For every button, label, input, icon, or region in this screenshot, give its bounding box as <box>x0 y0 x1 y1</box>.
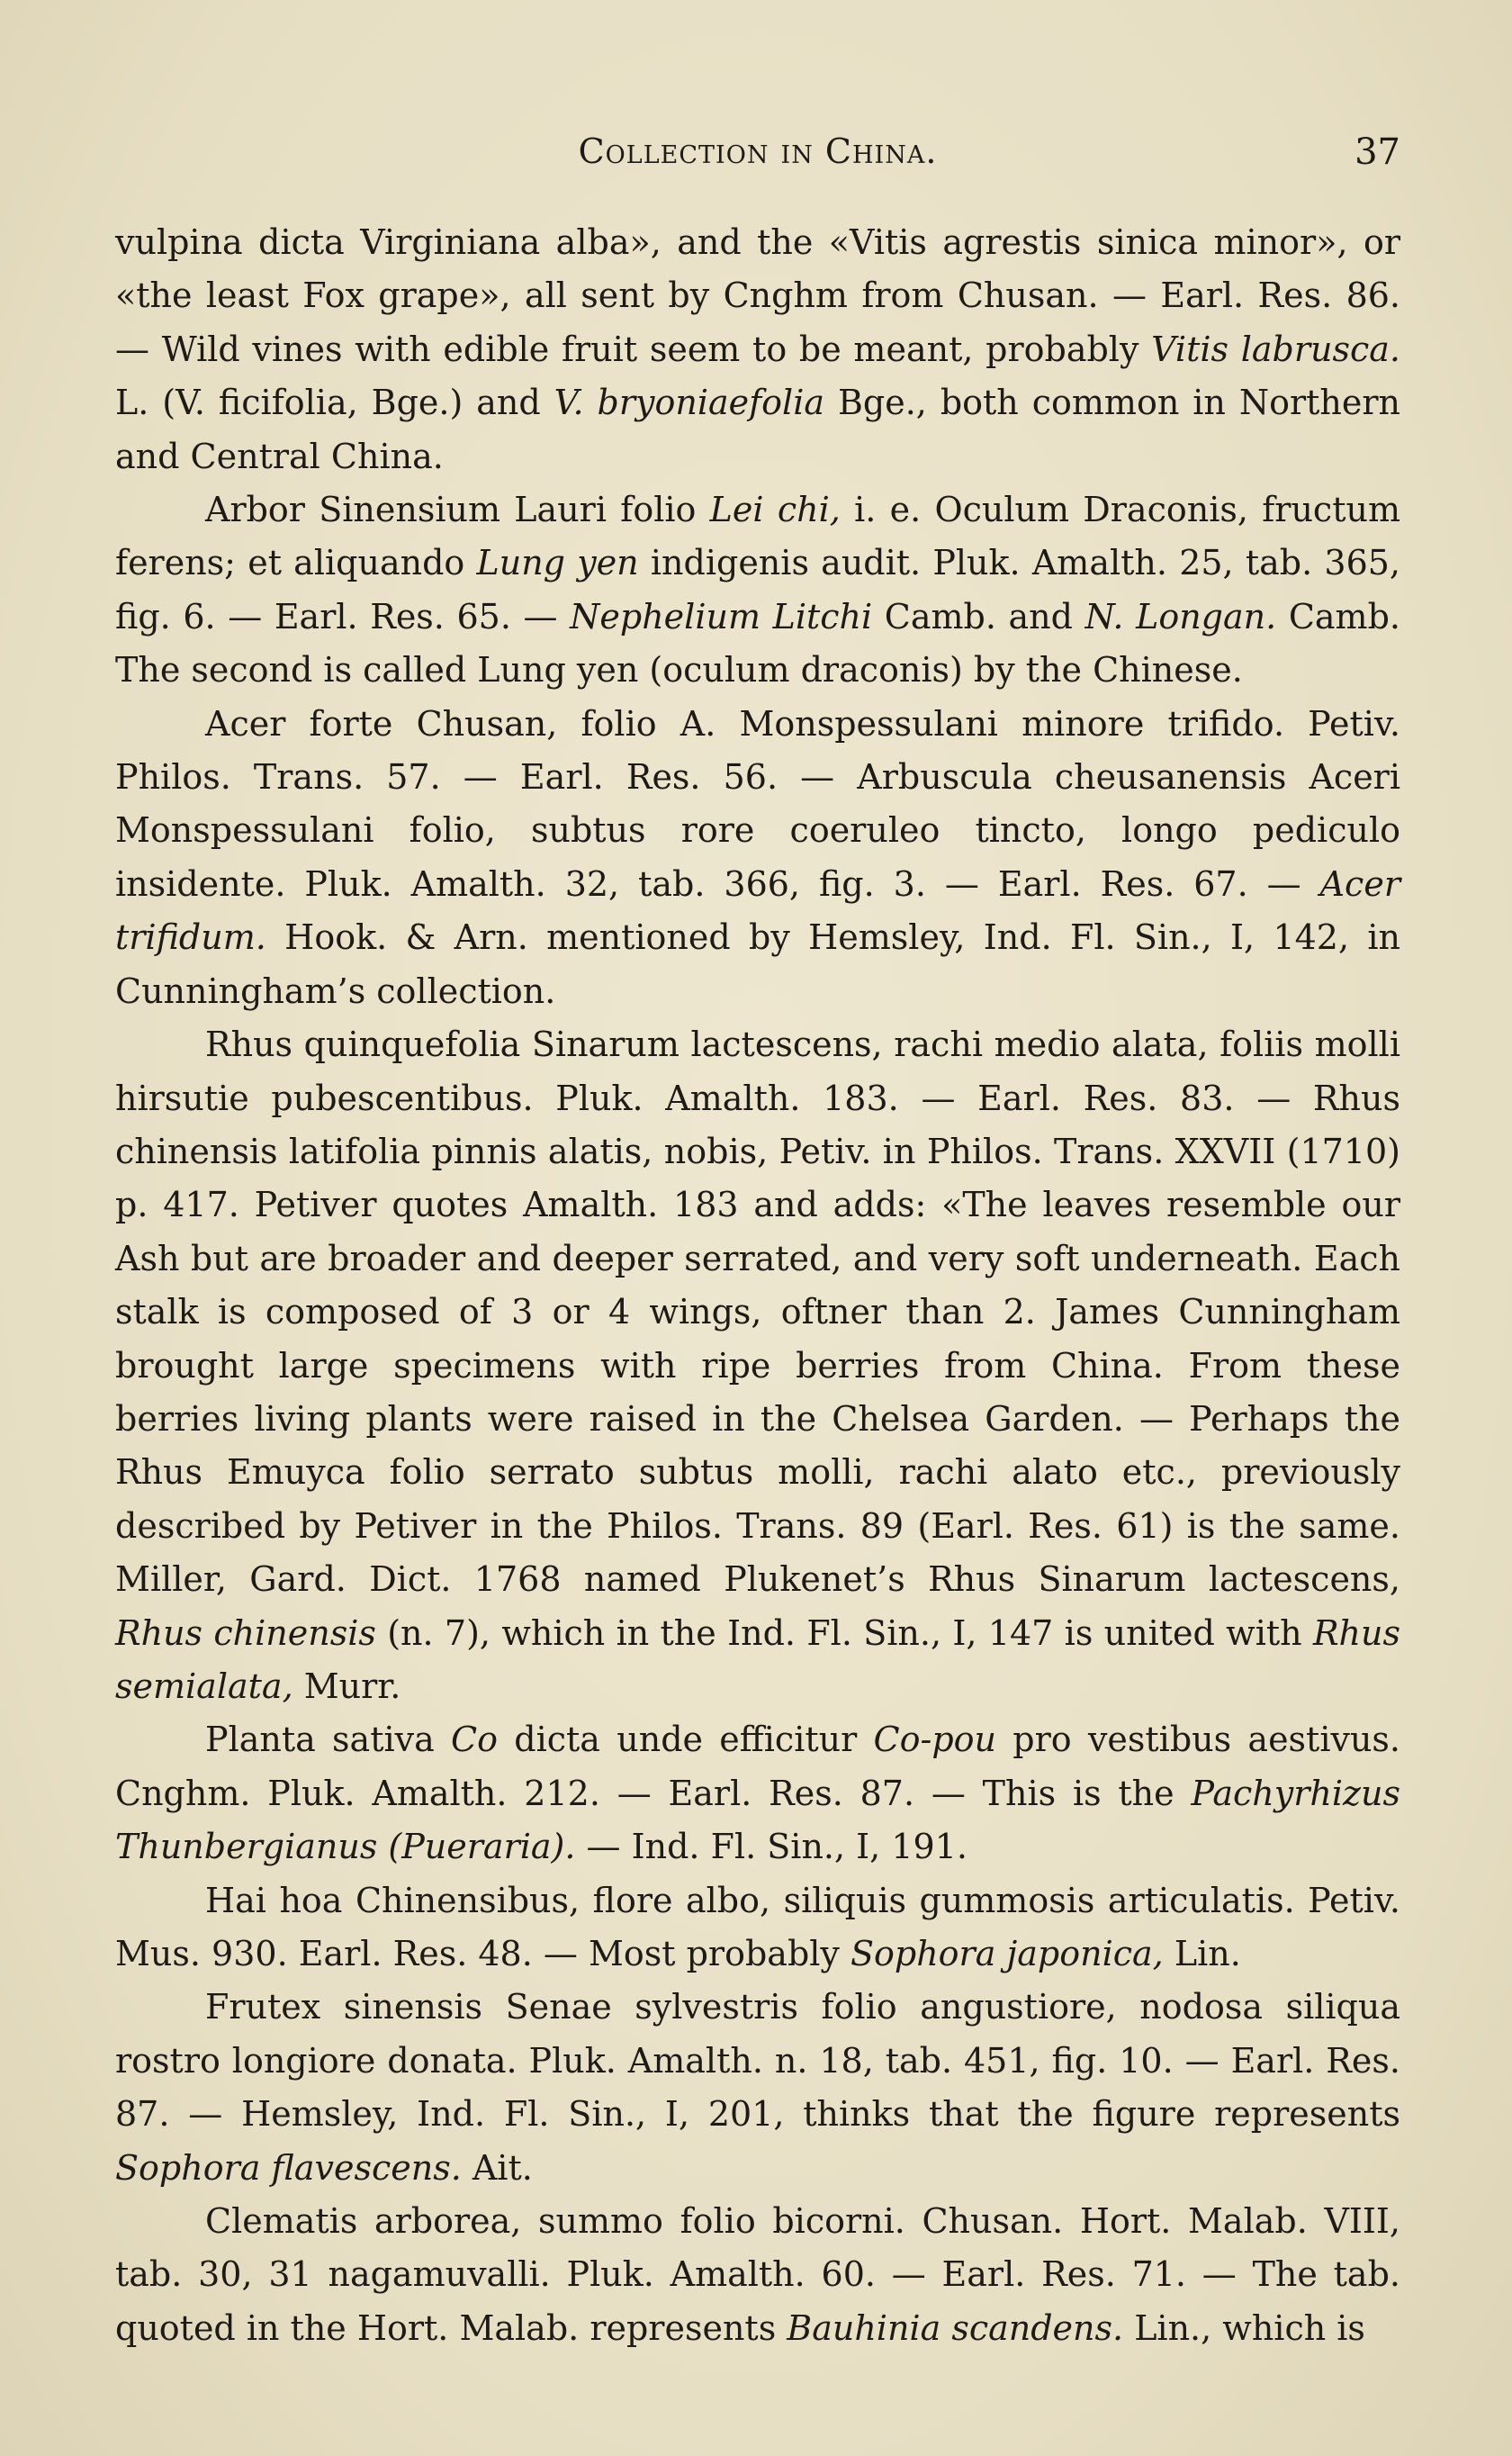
running-head: Collection in China. <box>578 131 938 171</box>
italic-name: Co-pou <box>873 1720 997 1760</box>
text-run: Hook. & Arn. mentioned by Hemsley, Ind. Fl. Sin., I, 142, in Cunningham’s collection. <box>115 917 1400 1011</box>
text-run: indigenis audit. Pluk. Amalth. 25, tab. 365, fig. 6. — Earl. Res. 65. — <box>115 543 1401 637</box>
text-run: Lin. <box>1163 1934 1241 1973</box>
italic-name: Lei chi, <box>709 490 841 530</box>
text-run: L. (V. ficifolia, Bge.) and <box>115 383 554 423</box>
text-run: dicta unde efficitur <box>498 1720 874 1760</box>
text-run: Hai hoa Chinensibus, flore albo, siliquis gummosis articulatis. Petiv. Mus. 930. Earl. Res. 48. — Most probably <box>115 1880 1400 1973</box>
body-text <box>115 216 1400 2355</box>
paragraph-clematis <box>115 2195 1400 2355</box>
paragraph-frutex <box>115 1981 1400 2195</box>
text-run: (n. 7), which in the Ind. Fl. Sin., I, 147 is united with <box>375 1612 1313 1653</box>
text-run: Acer forte Chusan, folio A. Monspessulani minore trifido. Petiv. Philos. Trans. 57. — Earl. Res. 56. — Arbuscula cheusanensis Aceri Monspessulani folio, subtus rore coeruleo tincto, longo pediculo insidente. Pluk. Amalth. 32, tab. 366, fig. 3. — Earl. Res. 67. — <box>115 703 1400 904</box>
text-run: Camb. The second is called Lung yen (oculum draconis) by the Chinese. <box>115 596 1400 691</box>
italic-name: Acer trifidum. <box>115 863 1400 958</box>
text-run: Frutex sinensis Senae sylvestris folio angustiore, nodosa siliqua rostro longiore donata. Pluk. Amalth. n. 18, tab. 451, fig. 10. — Earl. Res. 87. — Hemsley, Ind. Fl. Sin., I, 201, thinks that the figure represents <box>115 1987 1400 2135</box>
text-run: i. e. Oculum Draconis, fructum ferens; et aliquando <box>115 490 1400 583</box>
text-run: vulpina dicta Virginiana alba», and the «Vitis agrestis sinica minor», or «the least Fox grape», all sent by Cnghm from Chusan. — Earl. Res. 86. — Wild vines with edible fruit seem to be meant, probably <box>115 222 1400 369</box>
text-run: — Ind. Fl. Sin., I, 191. <box>575 1827 968 1867</box>
paragraph-rhus <box>115 1018 1400 1713</box>
text-run: Camb. and <box>872 596 1085 637</box>
italic-name: Rhus semialata, <box>115 1612 1400 1706</box>
italic-name: Vitis labrusca. <box>1151 329 1400 369</box>
text-run: Murr. <box>292 1666 401 1706</box>
page-header <box>115 131 1400 176</box>
italic-name: Nephelium Litchi <box>570 596 873 637</box>
text-run: pro vestibus aestivus. Cnghm. Pluk. Amalth. 212. — Earl. Res. 87. — This is the <box>115 1720 1401 1813</box>
paragraph-vitis <box>115 216 1400 483</box>
text-run: Planta sativa <box>205 1720 452 1760</box>
text-run: Ait. <box>461 2147 533 2188</box>
italic-name: Sophora flavescens. <box>115 2147 462 2188</box>
italic-name: Sophora japonica, <box>850 1934 1164 1973</box>
italic-name: Pachyrhizus Thunbergianus (Pueraria). <box>115 1773 1400 1867</box>
page-number: 37 <box>1354 131 1400 173</box>
paragraph-acer <box>115 698 1400 1018</box>
italic-name: V. bryoniaefolia <box>554 383 825 423</box>
text-run: Rhus quinquefolia Sinarum lactescens, rachi medio alata, foliis molli hirsutie pubescentibus. Pluk. Amalth. 183. — Earl. Res. 83. — Rhus chinensis latifolia pinnis alatis, nobis, Petiv. in Philos. Trans. XXVII (1710) p. 417. Petiver quotes Amalth. 183 and adds: «The leaves resemble our Ash but are broader and deeper serrated, and very soft underneath. Each stalk is composed of 3 or 4 wings, oftner than 2. James Cunningham brought large specimens with ripe berries from China. From these berries living plants were raised in the Chelsea Garden. — Perhaps the Rhus Emuyca folio serrato subtus molli, rachi alato etc., previously described by Petiver in the Philos. Trans. 89 (Earl. Res. 61) is the same. Miller, Gard. Dict. 1768 named Plukenet’s Rhus Sinarum lactescens, <box>115 1025 1400 1600</box>
paragraph-lauri <box>115 483 1400 698</box>
italic-name: Lung yen <box>476 543 639 583</box>
italic-name: Rhus chinensis <box>115 1612 376 1653</box>
text-run: Clematis arborea, summo folio bicorni. Chusan. Hort. Malab. VIII, tab. 30, 31 nagamuvalli. Pluk. Amalth. 60. — Earl. Res. 71. — The tab. quoted in the Hort. Malab. represents <box>115 2201 1400 2348</box>
italic-name: N. Longan. <box>1084 596 1277 637</box>
text-run: Bge., both common in Northern and Central China. <box>115 383 1401 476</box>
paragraph-planta <box>115 1713 1400 1874</box>
text-run: Lin., which is <box>1123 2307 1365 2348</box>
paragraph-haihoa <box>115 1874 1400 1982</box>
italic-name: Co <box>451 1720 498 1760</box>
text-run: Arbor Sinensium Lauri folio <box>205 490 710 530</box>
italic-name: Bauhinia scandens. <box>787 2307 1124 2348</box>
